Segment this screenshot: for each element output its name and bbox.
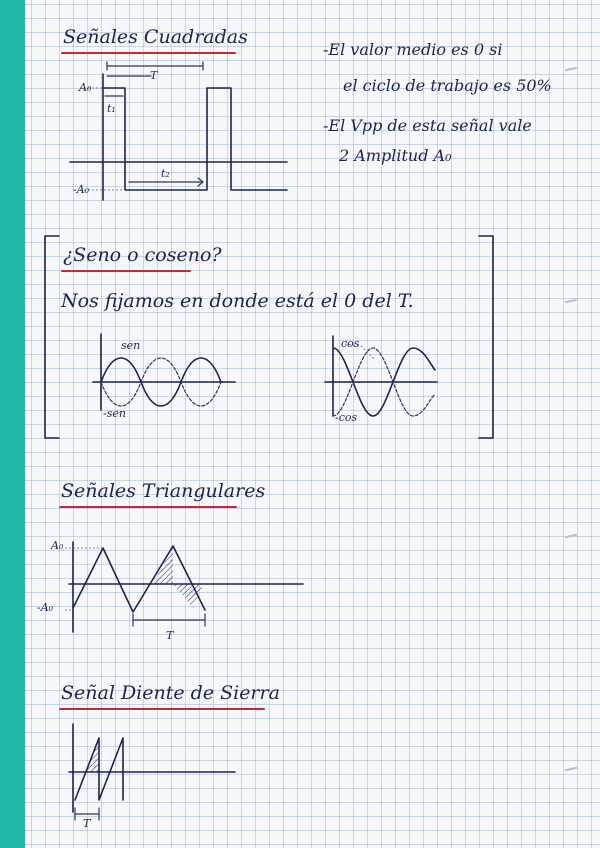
sawtooth-wave-diagram (25, 0, 325, 848)
square-bottom-level-label: -A₀ (73, 183, 90, 196)
sine-plus-label: sen (121, 339, 141, 352)
triangle-period-label: T (166, 629, 174, 642)
punch-mark (565, 534, 577, 538)
notebook-page (25, 0, 600, 848)
sine-cos-sentence: Nos fijamos en donde está el 0 del T. (61, 290, 414, 312)
square-note-1a: -El valor medio es 0 si (323, 40, 503, 59)
square-title: Señales Cuadradas (63, 26, 248, 48)
square-note-2a: -El Vpp de esta señal vale (323, 116, 532, 135)
square-t2-label: t₂ (161, 167, 170, 180)
triangle-title: Señales Triangulares (61, 480, 266, 502)
sawtooth-period-label: T (83, 817, 91, 830)
cos-minus-label: -cos (335, 411, 358, 424)
square-period-label: T (150, 69, 158, 82)
sine-cos-title: ¿Seno o coseno? (63, 244, 222, 266)
punch-mark (565, 67, 577, 71)
triangle-bottom-level-label: -A₀ (37, 601, 54, 614)
square-t1-label: t₁ (107, 102, 116, 115)
sawtooth-title: Señal Diente de Sierra (61, 682, 280, 704)
cos-plus-label: cos (341, 337, 360, 350)
triangle-top-level-label: A₀ (51, 539, 64, 552)
square-note-1b: el ciclo de trabajo es 50% (343, 76, 552, 95)
square-note-2b: 2 Amplitud A₀ (339, 146, 452, 165)
square-top-level-label: A₀ (79, 81, 92, 94)
punch-mark (565, 299, 577, 303)
sine-minus-label: -sen (103, 407, 126, 420)
punch-mark (565, 767, 577, 771)
